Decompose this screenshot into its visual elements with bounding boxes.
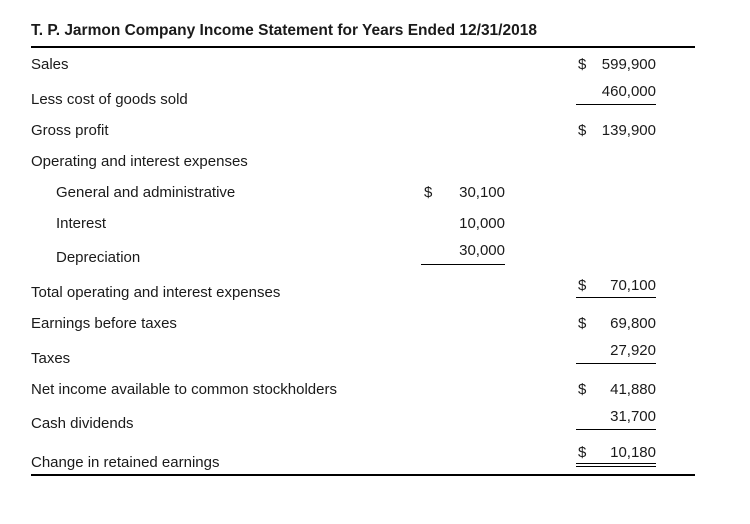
gross-profit-currency: $ xyxy=(578,122,587,139)
depreciation-label: Depreciation xyxy=(56,249,141,266)
statement-title: T. P. Jarmon Company Income Statement for Years Ended 12/31/2018 xyxy=(31,22,537,39)
sales-amount: 599,900 xyxy=(601,56,656,73)
depreciation-amount: 30,000 xyxy=(459,242,505,259)
retained-earnings-currency: $ xyxy=(578,444,587,461)
retained-earnings-amount: 10,180 xyxy=(610,444,656,461)
ga-label: General and administrative xyxy=(56,184,236,201)
dividends-label: Cash dividends xyxy=(31,415,134,432)
total-opex-underline xyxy=(576,297,656,298)
net-income-currency: $ xyxy=(578,381,587,398)
cogs-amount: 460,000 xyxy=(601,83,656,100)
dividends-underline xyxy=(576,429,656,430)
total-opex-label: Total operating and interest expenses xyxy=(31,284,281,301)
gross-profit-amount: 139,900 xyxy=(601,122,656,139)
ga-currency: $ xyxy=(424,184,433,201)
ga-amount: 30,100 xyxy=(459,184,505,201)
sales-label: Sales xyxy=(31,56,69,73)
total-opex-currency: $ xyxy=(578,277,587,294)
taxes-underline xyxy=(576,363,656,364)
cogs-underline xyxy=(576,104,656,105)
interest-amount: 10,000 xyxy=(459,215,505,232)
gross-profit-label: Gross profit xyxy=(31,122,109,139)
title-rule xyxy=(31,46,695,48)
total-opex-amount: 70,100 xyxy=(610,277,656,294)
retained-earnings-label: Change in retained earnings xyxy=(31,454,220,471)
depreciation-underline xyxy=(421,264,505,265)
opex-header-label: Operating and interest expenses xyxy=(31,153,248,170)
taxes-label: Taxes xyxy=(31,350,71,367)
retained-earnings-double-underline xyxy=(576,463,656,467)
net-income-amount: 41,880 xyxy=(610,381,656,398)
ebt-currency: $ xyxy=(578,315,587,332)
ebt-label: Earnings before taxes xyxy=(31,315,177,332)
net-income-label: Net income available to common stockholders xyxy=(31,381,337,398)
interest-label: Interest xyxy=(56,215,107,232)
ebt-amount: 69,800 xyxy=(610,315,656,332)
dividends-amount: 31,700 xyxy=(610,408,656,425)
sales-currency: $ xyxy=(578,56,587,73)
taxes-amount: 27,920 xyxy=(610,342,656,359)
bottom-rule xyxy=(31,474,695,476)
cogs-label: Less cost of goods sold xyxy=(31,91,188,108)
